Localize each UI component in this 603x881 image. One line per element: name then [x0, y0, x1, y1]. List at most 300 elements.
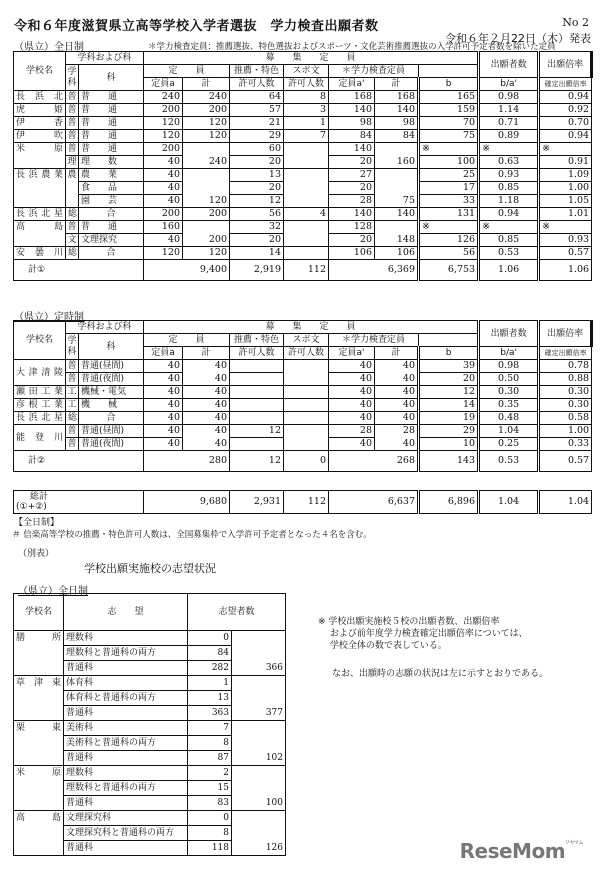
teiin-kei: 240	[183, 156, 230, 169]
dept-code: 普	[67, 92, 77, 102]
total-suisen: 2,919	[230, 260, 284, 281]
dept-code: 総	[66, 208, 79, 221]
course-name: 農 業	[79, 169, 144, 182]
suisen-count: 20	[230, 234, 284, 247]
appendix-title: 学校出願実施校の志望状況	[84, 562, 216, 575]
appendix-school-total: 102	[232, 721, 286, 766]
school-name: 能登川	[14, 425, 66, 451]
teiin-a: 40	[144, 386, 183, 399]
table-row	[14, 373, 592, 386]
table-row	[14, 438, 592, 451]
pt-col-teiin: 定 員	[144, 334, 230, 347]
col-spo: スポ文	[284, 65, 329, 78]
gakuryoku-kei	[375, 221, 419, 234]
col-kei2: 計	[375, 78, 419, 91]
prev-ratio: 0.58	[539, 412, 592, 425]
dept-code: 普	[67, 144, 77, 154]
spo-count	[284, 247, 329, 260]
pt-col-kei: 計	[183, 347, 230, 360]
ratio: 0.30	[479, 386, 539, 399]
suisen-count: 20	[230, 182, 284, 195]
teiin-a: 40	[144, 195, 183, 208]
appendix-school: 高島	[14, 811, 64, 856]
applicants: 20	[419, 373, 479, 386]
suisen-count: 32	[230, 221, 284, 234]
gakuryoku-a2: 20	[329, 182, 375, 195]
appendix-note-line: および前年度学力検査確定出願倍率については、	[318, 629, 528, 639]
dept-code: 理	[67, 157, 77, 167]
prev-ratio: 0.78	[539, 360, 592, 373]
total-prev: 0.57	[539, 451, 592, 472]
col-course: 科	[79, 65, 144, 91]
spo-count: 3	[284, 104, 329, 117]
dept-code: 農	[66, 169, 79, 208]
teiin-a: 40	[144, 425, 183, 438]
spo-count	[284, 399, 329, 412]
spo-count	[284, 373, 329, 386]
gakuryoku-kei	[375, 169, 419, 182]
pt-col-boshu: 募 集 定 員	[144, 321, 479, 334]
parttime-table-body	[14, 360, 592, 472]
appendix-count: 118	[188, 841, 232, 856]
col-boshu: 募 集 定 員	[144, 52, 479, 65]
course-name: 機械・電気	[79, 386, 144, 399]
suisen-count	[230, 412, 284, 425]
publish-date: 令和６年２月22日（木）発表	[445, 32, 591, 45]
gakuryoku-kei: 140	[375, 104, 419, 117]
applicants: 165	[419, 91, 479, 104]
pt-col-gakuryoku: ＊学力検査定員	[329, 334, 419, 347]
ratio: 0.71	[479, 117, 539, 130]
col-spo-sub: 許可人数	[284, 78, 329, 91]
appendix-count: 0	[188, 811, 232, 826]
prev-ratio: 0.57	[539, 247, 592, 260]
gakuryoku-a2: 28	[329, 195, 375, 208]
gakuryoku-kei: 75	[375, 195, 419, 208]
teiin-a: 200	[144, 208, 183, 221]
applicants: 17	[419, 182, 479, 195]
gakuryoku-a2: 40	[329, 399, 375, 412]
ratio: 0.85	[479, 182, 539, 195]
gakuryoku-a2: 84	[329, 130, 375, 143]
total-spo: 0	[284, 451, 329, 472]
prev-ratio: 1.00	[539, 425, 592, 438]
pt-col-kei2: 計	[375, 347, 419, 360]
teiin-a: 40	[144, 399, 183, 412]
pt-col-teiin-a: 定員a	[144, 347, 183, 360]
spo-count	[284, 386, 329, 399]
suisen-count	[230, 360, 284, 373]
total-kei2: 6,369	[329, 260, 419, 281]
appendix-col-count: 志望者数	[188, 594, 286, 631]
course-name: 普 通	[79, 104, 144, 117]
footnote-text: ＃ 信楽高等学校の推薦・特色許可人数は、全国募集枠で入学許可予定者となった４名を含む。	[12, 530, 372, 540]
applicants: 70	[419, 117, 479, 130]
appendix-count: 87	[188, 751, 232, 766]
teiin-a: 120	[144, 247, 183, 260]
spo-count	[284, 360, 329, 373]
teiin-kei: 120	[183, 130, 230, 143]
col-teiin-a2: 定員a'	[329, 78, 375, 91]
school-name: 米原	[14, 143, 66, 169]
appendix-note2: なお、出願時の志願の状況は左に示すとおりである。	[332, 669, 549, 679]
gakuryoku-a2: 128	[329, 221, 375, 234]
appendix-choice: 普通科	[64, 661, 188, 676]
teiin-kei	[183, 182, 230, 195]
applicants: 39	[419, 360, 479, 373]
applicants: 159	[419, 104, 479, 117]
appendix-note-line: 学校全体の数で表している。	[318, 641, 447, 651]
school-name: 長浜北	[14, 91, 66, 104]
spo-count: 8	[284, 91, 329, 104]
course-name: 普 通	[79, 143, 144, 156]
gakuryoku-a2: 140	[329, 143, 375, 156]
ratio: 0.94	[479, 208, 539, 221]
teiin-a: 40	[144, 182, 183, 195]
pt-col-spo: スポ文	[284, 334, 329, 347]
course-name: 普 通	[79, 117, 144, 130]
appendix-school: 米原	[14, 766, 64, 811]
dept-code: 普	[67, 118, 77, 128]
gakuryoku-kei: 28	[375, 425, 419, 438]
appendix-count: 282	[188, 661, 232, 676]
spo-count: 4	[284, 208, 329, 221]
grand-total-table	[13, 490, 592, 514]
total-ratio: 0.53	[479, 451, 539, 472]
prev-ratio: 0.88	[539, 373, 592, 386]
table-row	[14, 104, 592, 117]
appendix-count: 84	[188, 646, 232, 661]
teiin-a: 200	[144, 143, 183, 156]
spo-count	[284, 182, 329, 195]
gakuryoku-a2: 20	[329, 234, 375, 247]
prev-ratio: ※	[539, 143, 592, 156]
table-row	[14, 234, 592, 247]
footnote-tag: 【全日制】	[14, 518, 60, 528]
total-row	[14, 260, 592, 281]
pt-col-ratio: 出願倍率	[539, 321, 592, 347]
course-name: 理 数	[79, 156, 144, 169]
ratio: 0.98	[479, 360, 539, 373]
suisen-count: 64	[230, 91, 284, 104]
gakuryoku-kei: 40	[375, 373, 419, 386]
table-row	[14, 91, 592, 104]
table-row	[14, 143, 592, 156]
total-applicants: 143	[419, 451, 479, 472]
pt-col-applicants-sub: b	[419, 347, 479, 360]
gakuryoku-kei: 40	[375, 399, 419, 412]
spo-count: 1	[284, 117, 329, 130]
grand-total-label: 総計 (①+②)	[14, 491, 144, 514]
suisen-count	[230, 438, 284, 451]
spo-count	[284, 221, 329, 234]
course-name: 普通(昼間)	[79, 425, 144, 438]
spo-count: 7	[284, 130, 329, 143]
total-label: 計②	[14, 451, 144, 472]
appendix-count: 8	[188, 826, 232, 841]
spo-count	[284, 169, 329, 182]
col-teiin: 定 員	[144, 65, 230, 78]
suisen-count: 13	[230, 169, 284, 182]
teiin-kei: 40	[183, 373, 230, 386]
col-school: 学校名	[14, 52, 66, 91]
table-row	[14, 182, 592, 195]
grand-total-applicants: 6,896	[419, 491, 479, 514]
teiin-a: 240	[144, 91, 183, 104]
total-suisen: 12	[230, 451, 284, 472]
appendix-school-total: 366	[232, 631, 286, 676]
prev-ratio: 1.05	[539, 195, 592, 208]
table-row	[14, 130, 592, 143]
dept-code: 総	[66, 412, 79, 425]
school-name: 伊香	[14, 117, 66, 130]
appendix-school-total: 100	[232, 766, 286, 811]
spo-count	[284, 438, 329, 451]
gakuryoku-kei: 160	[375, 156, 419, 169]
total-ratio: 1.06	[479, 260, 539, 281]
gakuryoku-a2: 40	[329, 360, 375, 373]
pt-col-spo-sub: 許可人数	[284, 347, 329, 360]
suisen-count: 56	[230, 208, 284, 221]
resemom-logo: ReseMom$^{リセマム}$	[459, 839, 583, 863]
pt-col-school: 学校名	[14, 321, 66, 360]
course-name: 普通(夜間)	[79, 373, 144, 386]
course-name: 合	[79, 412, 144, 425]
dept-code: 普	[67, 131, 77, 141]
gakuryoku-kei: 40	[375, 360, 419, 373]
appendix-choice: 美術科と普通科の両方	[64, 736, 188, 751]
teiin-kei: 120	[183, 247, 230, 260]
gakuryoku-a2: 98	[329, 117, 375, 130]
ratio: 0.53	[479, 247, 539, 260]
teiin-kei: 40	[183, 399, 230, 412]
school-name: 安曇川	[14, 247, 66, 260]
prev-ratio: 0.91	[539, 156, 592, 169]
appendix-choice: 美術科	[64, 721, 188, 736]
prev-ratio: 1.09	[539, 169, 592, 182]
total-kei2: 268	[329, 451, 419, 472]
dept-code: 普	[67, 361, 77, 371]
grand-total-kei2: 6,637	[329, 491, 419, 514]
ratio: 0.93	[479, 169, 539, 182]
course-name: 普通(昼間)	[79, 360, 144, 373]
applicants: 12	[419, 386, 479, 399]
grand-total-prev: 1.04	[539, 491, 592, 514]
table-row	[14, 360, 592, 373]
parttime-table-header	[14, 321, 592, 360]
appendix-label: （別表）	[18, 549, 55, 559]
teiin-a: 40	[144, 373, 183, 386]
school-name: 瀬田工業	[14, 386, 66, 399]
gakuryoku-note: ＊学力検査定員：推薦選抜、特色選抜およびスポーツ・文化芸術推薦選抜の入学許可予定者数を除いた定員	[148, 42, 556, 52]
applicants: 10	[419, 438, 479, 451]
table-row	[14, 208, 592, 221]
ratio: 0.98	[479, 91, 539, 104]
school-name: 彦根工業	[14, 399, 66, 412]
pt-col-suisen: 推薦・特色	[230, 334, 284, 347]
col-dept: 学科	[66, 65, 79, 91]
teiin-kei: 40	[183, 438, 230, 451]
appendix-choice: 文理探究科と普通科の両方	[64, 826, 188, 841]
ratio: 1.14	[479, 104, 539, 117]
col-applicants: 出願者数	[479, 52, 539, 78]
appendix-count: 13	[188, 691, 232, 706]
appendix-row	[14, 766, 286, 781]
teiin-a: 40	[144, 156, 183, 169]
appendix-school: 膳所	[14, 631, 64, 676]
applicants: 75	[419, 130, 479, 143]
gakuryoku-kei: 148	[375, 234, 419, 247]
teiin-a: 40	[144, 169, 183, 182]
table-row	[14, 221, 592, 234]
suisen-count: 60	[230, 143, 284, 156]
appendix-count: 8	[188, 736, 232, 751]
applicants: 19	[419, 412, 479, 425]
ratio: 0.48	[479, 412, 539, 425]
applicants: 56	[419, 247, 479, 260]
fulltime-table	[13, 51, 592, 281]
prev-ratio: 0.30	[539, 399, 592, 412]
ratio: 1.04	[479, 425, 539, 438]
grand-total-spo: 112	[284, 491, 329, 514]
appendix-choice: 普通科	[64, 751, 188, 766]
appendix-table-body	[14, 631, 286, 856]
grand-total-kei: 9,680	[144, 491, 230, 514]
pt-col-prev-sub: 確定出願倍率	[539, 347, 592, 360]
table-row	[14, 425, 592, 438]
dept-code: 総	[66, 247, 79, 260]
ratio: 0.35	[479, 399, 539, 412]
teiin-kei: 200	[183, 234, 230, 247]
gakuryoku-a2: 27	[329, 169, 375, 182]
course-name: 普 通	[79, 130, 144, 143]
spo-count	[284, 425, 329, 438]
applicants: 131	[419, 208, 479, 221]
appendix-choice: 体育科	[64, 676, 188, 691]
parttime-section-label: （県立）定時制	[14, 312, 84, 323]
grand-total-row	[14, 491, 592, 514]
appendix-school-total: 126	[232, 811, 286, 856]
pt-col-suisen-sub: 許可人数	[230, 347, 284, 360]
course-name: 普通(夜間)	[79, 438, 144, 451]
teiin-kei: 240	[183, 91, 230, 104]
ratio: 0.50	[479, 373, 539, 386]
prev-ratio: 0.94	[539, 91, 592, 104]
appendix-choice: 文理探究科	[64, 811, 188, 826]
appendix-count: 7	[188, 721, 232, 736]
course-name: 食 品	[79, 182, 144, 195]
school-name: 長浜北星	[14, 208, 66, 221]
fulltime-table-body	[14, 91, 592, 281]
col-prev-sub: 確定出願倍率	[539, 78, 592, 91]
page-title: 令和６年度滋賀県立高等学校入学者選抜 学力検査出願者数	[14, 19, 379, 34]
course-name: 普 通	[79, 91, 144, 104]
table-row	[14, 117, 592, 130]
ratio: ※	[479, 221, 539, 234]
appendix-count: 0	[188, 631, 232, 646]
appendix-count: 1	[188, 676, 232, 691]
teiin-kei	[183, 169, 230, 182]
total-applicants: 6,753	[419, 260, 479, 281]
col-kei: 計	[183, 78, 230, 91]
appendix-school: 草津東	[14, 676, 64, 721]
total-prev: 1.06	[539, 260, 592, 281]
appendix-choice: 理数科と普通科の両方	[64, 781, 188, 796]
ratio: ※	[479, 143, 539, 156]
pt-col-dept-group: 学科および科	[66, 321, 144, 334]
appendix-choice: 普通科	[64, 841, 188, 856]
appendix-choice: 理数科	[64, 766, 188, 781]
total-spo: 112	[284, 260, 329, 281]
table-row	[14, 399, 592, 412]
prev-ratio: ※	[539, 221, 592, 234]
gakuryoku-kei: 84	[375, 130, 419, 143]
dept-code: 普	[67, 426, 77, 436]
teiin-a: 120	[144, 117, 183, 130]
appendix-note-line: ※ 学校出願実施校５校の出願者数、出願倍率	[318, 617, 500, 627]
suisen-count: 12	[230, 195, 284, 208]
school-name: 高島	[14, 221, 66, 247]
teiin-a: 40	[144, 438, 183, 451]
ratio: 0.89	[479, 130, 539, 143]
total-label: 計①	[14, 260, 144, 281]
suisen-count: 20	[230, 156, 284, 169]
gakuryoku-kei: 40	[375, 412, 419, 425]
total-row	[14, 451, 592, 472]
dept-code: 普	[67, 222, 77, 232]
gakuryoku-kei: 40	[375, 438, 419, 451]
appendix-count: 363	[188, 706, 232, 721]
teiin-kei: 40	[183, 412, 230, 425]
prev-ratio: 0.94	[539, 130, 592, 143]
fulltime-section-label: （県立）全日制	[14, 42, 84, 53]
page-number: No 2	[562, 16, 589, 29]
teiin-kei: 40	[183, 425, 230, 438]
school-name: 伊吹	[14, 130, 66, 143]
pt-col-teiin-a2: 定員a'	[329, 347, 375, 360]
prev-ratio: 1.00	[539, 182, 592, 195]
prev-ratio: 0.93	[539, 234, 592, 247]
pt-col-course: 科	[79, 334, 144, 360]
dept-code: 普	[67, 374, 77, 384]
gakuryoku-a2: 40	[329, 373, 375, 386]
teiin-kei: 40	[183, 360, 230, 373]
appendix-header-row	[14, 594, 286, 631]
applicants: 29	[419, 425, 479, 438]
appendix-section-label: （県立）全日制	[18, 586, 88, 597]
pt-col-ratio-sub: b/a'	[479, 347, 539, 360]
appendix-table	[13, 593, 286, 856]
table-row	[14, 412, 592, 425]
dept-code: 工	[67, 400, 77, 410]
school-name: 虎姫	[14, 104, 66, 117]
ratio: 0.25	[479, 438, 539, 451]
applicants: 33	[419, 195, 479, 208]
col-suisen: 推薦・特色	[230, 65, 284, 78]
course-name: 合	[79, 208, 144, 221]
suisen-count: 14	[230, 247, 284, 260]
dept-code: 工	[67, 387, 77, 397]
applicants: 126	[419, 234, 479, 247]
col-ratio: 出願倍率	[539, 52, 592, 78]
teiin-kei: 40	[183, 386, 230, 399]
gakuryoku-kei: 98	[375, 117, 419, 130]
course-name: 園 芸	[79, 195, 144, 208]
table-row	[14, 169, 592, 182]
suisen-count	[230, 373, 284, 386]
total-kei: 9,400	[144, 260, 230, 281]
prev-ratio: 0.33	[539, 438, 592, 451]
